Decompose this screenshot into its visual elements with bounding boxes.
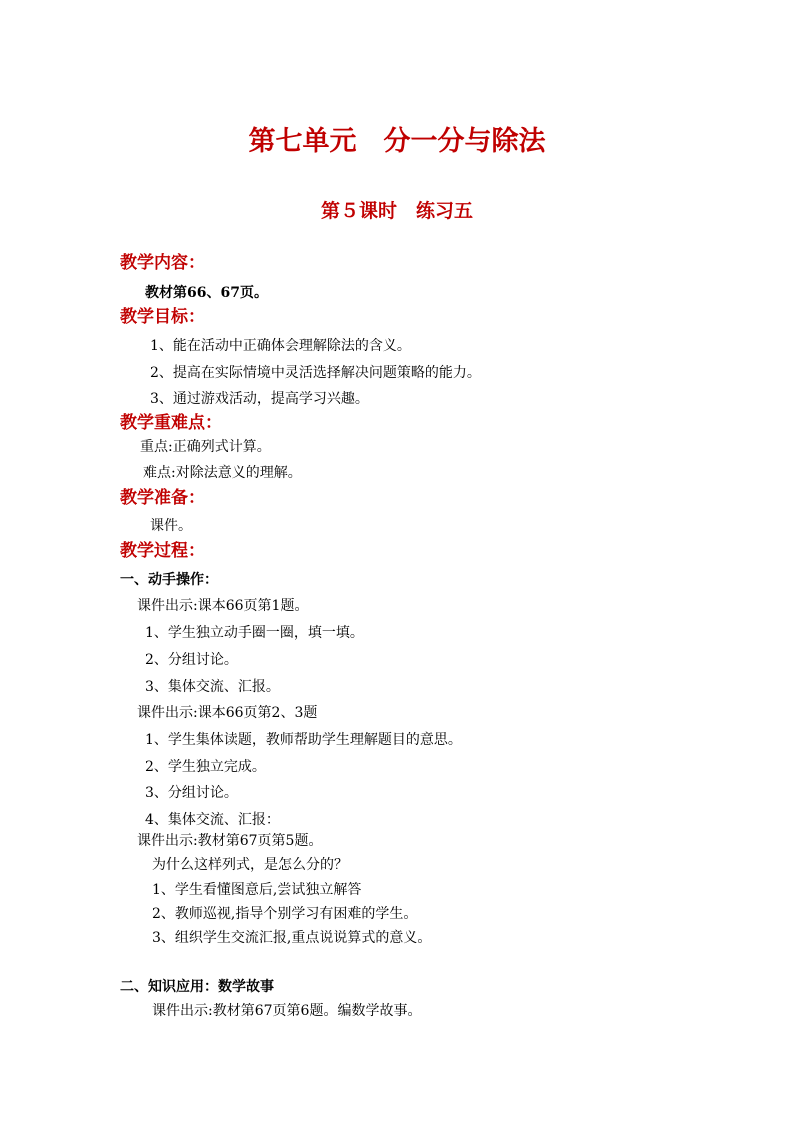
preparation-heading: 教学准备： bbox=[120, 488, 205, 508]
part2-title: 二、知识应用：数学故事 bbox=[120, 979, 274, 995]
part1-title: 一、动手操作： bbox=[120, 572, 218, 588]
objective-item: 1、能在活动中正确体会理解除法的含义。 bbox=[150, 338, 411, 354]
unit-title: 第七单元 分一分与除法 bbox=[248, 126, 546, 157]
lesson-subtitle: 第５课时 练习五 bbox=[320, 200, 473, 222]
block2-item: 4、集体交流、汇报： bbox=[145, 812, 280, 828]
block1-intro: 课件出示:课本66页第1题。 bbox=[137, 598, 309, 614]
block3-item: 1、学生看懂图意后,尝试独立解答 bbox=[152, 882, 362, 898]
block3-item: 3、组织学生交流汇报,重点说说算式的意义。 bbox=[152, 930, 432, 946]
key-points-heading: 教学重难点： bbox=[120, 413, 222, 433]
objective-item: 3、通过游戏活动，提高学习兴趣。 bbox=[150, 391, 369, 407]
block2-intro: 课件出示:课本66页第2、3题 bbox=[137, 705, 318, 721]
process-heading: 教学过程： bbox=[120, 541, 205, 561]
preparation-text: 课件。 bbox=[150, 518, 192, 534]
part2-intro: 课件出示:教材第67页第6题。编数学故事。 bbox=[152, 1003, 422, 1019]
block2-item: 3、分组讨论。 bbox=[145, 785, 238, 801]
block1-item: 3、集体交流、汇报。 bbox=[145, 679, 280, 695]
block3-question: 为什么这样列式，是怎么分的？ bbox=[152, 857, 348, 873]
content-heading: 教学内容： bbox=[120, 253, 205, 273]
content-text: 教材第66、67页。 bbox=[145, 285, 268, 301]
block1-item: 1、学生独立动手圈一圈，填一填。 bbox=[145, 625, 364, 641]
block3-intro: 课件出示:教材第67页第5题。 bbox=[137, 833, 323, 849]
key-point-difficulty: 难点:对除法意义的理解。 bbox=[143, 465, 302, 481]
block2-item: 2、学生独立完成。 bbox=[145, 759, 266, 775]
objectives-heading: 教学目标： bbox=[120, 307, 205, 327]
block3-item: 2、教师巡视,指导个别学习有困难的学生。 bbox=[152, 906, 418, 922]
key-point-focus: 重点:正确列式计算。 bbox=[140, 439, 271, 455]
objective-item: 2、提高在实际情境中灵活选择解决问题策略的能力。 bbox=[150, 365, 481, 381]
block2-item: 1、学生集体读题，教师帮助学生理解题目的意思。 bbox=[145, 732, 462, 748]
block1-item: 2、分组讨论。 bbox=[145, 652, 238, 668]
